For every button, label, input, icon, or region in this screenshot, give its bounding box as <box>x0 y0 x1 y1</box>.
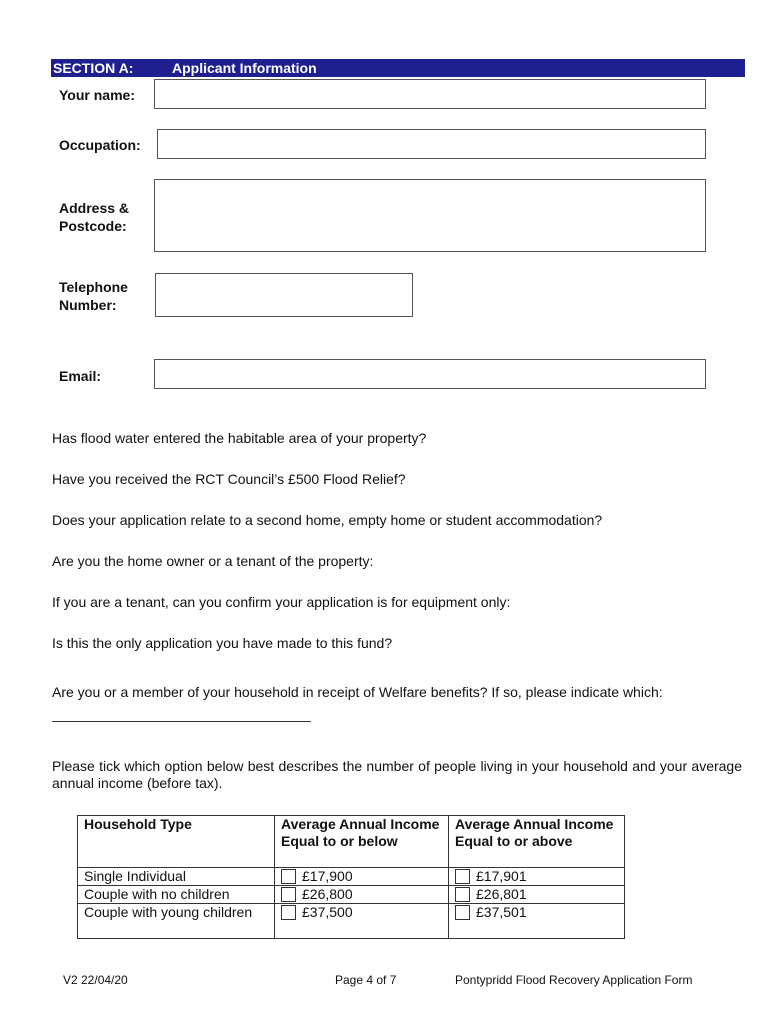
section-title: Applicant Information <box>172 60 317 76</box>
telephone-field[interactable] <box>155 273 413 317</box>
email-label: Email: <box>59 368 102 384</box>
section-header <box>51 59 745 77</box>
email-field[interactable] <box>154 359 706 389</box>
household-instruction: Please tick which option below best describes the number of people living in your household and your average annual income (before tax). <box>52 758 742 791</box>
table-row <box>78 868 625 886</box>
telephone-label-line1: Telephone <box>59 279 128 295</box>
checkbox-above-couple-children[interactable] <box>455 905 470 920</box>
income-below-value: £37,500 <box>302 904 353 920</box>
question-only-application: Is this the only application you have made to this fund? <box>52 635 393 651</box>
income-below-cell <box>275 904 449 939</box>
checkbox-below-couple[interactable] <box>281 887 296 902</box>
address-label-line1: Address & <box>59 200 130 216</box>
household-type-cell: Couple with no children <box>78 886 275 904</box>
question-owner-tenant: Are you the home owner or a tenant of the property: <box>52 553 374 569</box>
checkbox-below-single[interactable] <box>281 869 296 884</box>
income-below-cell <box>275 868 449 886</box>
address-label <box>59 199 129 235</box>
footer-page-number: Page 4 of 7 <box>335 973 397 987</box>
income-above-value: £26,801 <box>476 886 527 902</box>
income-above-value: £17,901 <box>476 868 527 884</box>
income-above-value: £37,501 <box>476 904 527 920</box>
address-label-line2: Postcode: <box>59 218 127 234</box>
income-above-cell <box>449 886 625 904</box>
income-below-cell <box>275 886 449 904</box>
address-field[interactable] <box>154 179 706 252</box>
table-header-row <box>78 816 625 868</box>
header-household-type: Household Type <box>78 816 275 868</box>
household-income-table <box>77 815 625 939</box>
telephone-label <box>59 278 128 314</box>
checkbox-above-single[interactable] <box>455 869 470 884</box>
question-flood-water: Has flood water entered the habitable area of your property? <box>52 430 427 446</box>
household-type-cell: Couple with young children <box>78 904 275 939</box>
occupation-field[interactable] <box>157 129 706 159</box>
header-income-above: Average Annual Income Equal to or above <box>449 816 625 868</box>
income-above-cell <box>449 904 625 939</box>
income-above-cell <box>449 868 625 886</box>
footer-form-name: Pontypridd Flood Recovery Application Form <box>455 973 693 987</box>
telephone-label-line2: Number: <box>59 297 117 313</box>
income-below-value: £17,900 <box>302 868 353 884</box>
question-welfare-benefits: Are you or a member of your household in receipt of Welfare benefits? If so, please indicate which: <box>52 684 663 700</box>
table-row <box>78 904 625 939</box>
checkbox-above-couple[interactable] <box>455 887 470 902</box>
occupation-label: Occupation: <box>59 137 141 153</box>
name-label: Your name: <box>59 87 135 103</box>
household-type-cell: Single Individual <box>78 868 275 886</box>
footer-version: V2 22/04/20 <box>63 973 128 987</box>
income-below-value: £26,800 <box>302 886 353 902</box>
question-tenant-equipment: If you are a tenant, can you confirm your application is for equipment only: <box>52 594 511 610</box>
checkbox-below-couple-children[interactable] <box>281 905 296 920</box>
name-field[interactable] <box>154 79 706 109</box>
welfare-answer-line[interactable] <box>52 721 311 722</box>
section-label: SECTION A: <box>53 60 134 76</box>
table-row <box>78 886 625 904</box>
header-income-below: Average Annual Income Equal to or below <box>275 816 449 868</box>
question-second-home: Does your application relate to a second home, empty home or student accommodation? <box>52 512 603 528</box>
question-flood-relief: Have you received the RCT Council’s £500 Flood Relief? <box>52 471 406 487</box>
